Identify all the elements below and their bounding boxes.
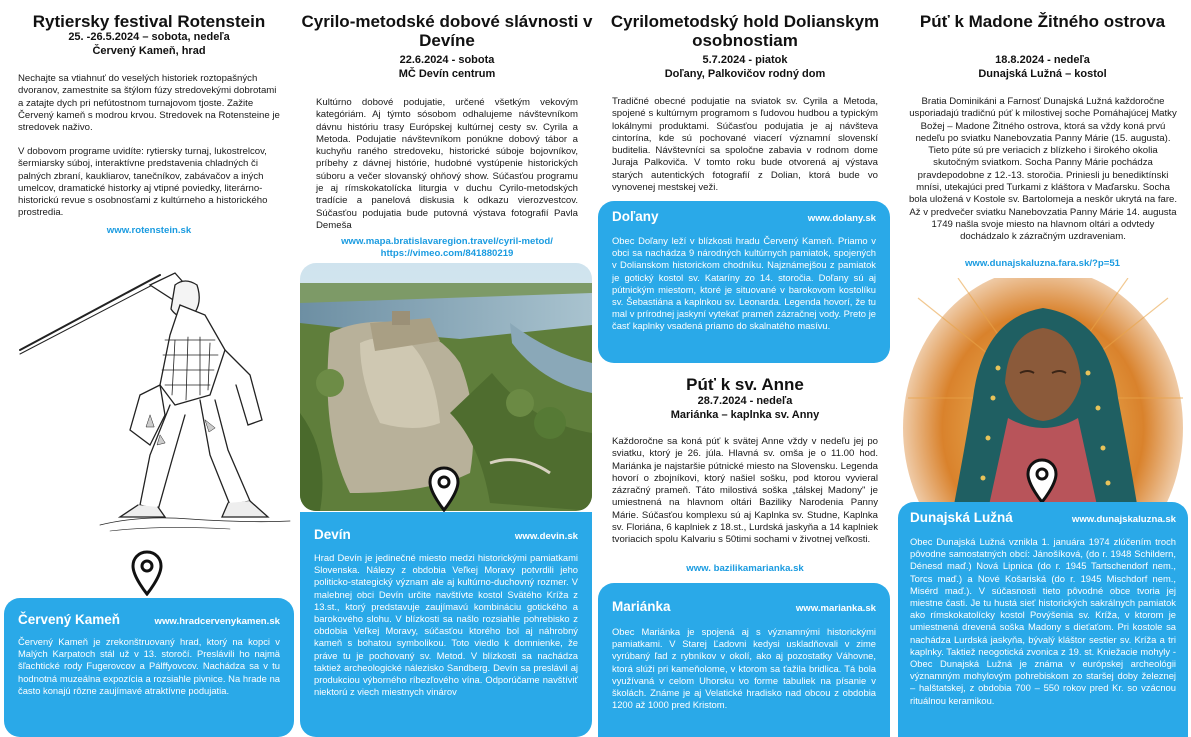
event-date: 5.7.2024 - piatok	[702, 54, 788, 66]
location-pin-icon	[1026, 458, 1058, 504]
knight-illustration	[0, 255, 298, 545]
event-description: Kultúrno dobové podujatie, určené všetkým vekovým kategóriám. Aj týmto sósobom odhalujeme návštevníkom dávnu históriu trasy Európskej kultúrnej cesty sv. Cyrila a Metoda. Podujatie návštevníkom ponúkne dobový tábor a kuchyňu raného stredoveku, historické súboje bojovníkov, príbehy z dávnej histórie, hudobné vystúpenie historických súboru a večer slovanský ohňový show. Súčasťou programu je aj rímskokatolícka liturgia v duchu Cyrilo-metodských tradície a panelová diskusia k odkazu vierozvestcov. Súčasťou podujatia bude putovná výstava fotografií Pavla Demeša	[316, 97, 578, 231]
info-box-devin	[300, 512, 592, 737]
event-description: Nechajte sa vtiahnuť do veselých historiek roztopašných dvoranov, zamestnite sa štýlom fúzy stredovekými dobrotami a zatajte dych pri nefútostnom turnajovom tjoste. Zažite Červený kameň s modrou krvou. Stredovek na Rotensteine je stredovek naživo.	[18, 73, 280, 134]
column-dolany-marianka	[596, 0, 894, 737]
event-description: Bratia Dominikáni a Farnosť Dunajská Lužná každoročne usporiadajú tradičnú púť k milostivej soche Pomáhajúcej Matky Božej – Madone Žitného ostrova, ktorá sa vždy koná prvú nedeľu po sviatku Nanebovzatia Panny Márie (15. augusta). Tieto púte sú pre veriacich z blízkeho i širokého okolia skutočným sviatkom. Socha Panny Márie pochádza pravdepodobne z 12.-13. storočia. Priniesli ju benediktínski mnísi, utekajúci pred Turkami z kláštora v Maďarsku. Socha bola uložená v Kostole sv. Bartolomeja a neskôr ukrytá na fare. Až v predvečer sviatku Nanebovzatia Panny Márie 14. augusta 1749 našla svoje miesto na hlavnom oltári a odvtedy dochádzalo k zázračným uzdraveniam.	[908, 96, 1178, 243]
event-title: Cyrilo-metodské dobové slávnosti v Devíne	[301, 12, 593, 50]
box-url[interactable]: www.dunajskaluzna.sk	[1071, 514, 1176, 525]
box-place-name: Dunajská Lužná	[910, 510, 1013, 525]
event-link-vimeo[interactable]: https://vimeo.com/841880219	[380, 248, 514, 259]
box-place-name: Doľany	[612, 209, 659, 224]
event-place: MČ Devín centrum	[398, 68, 496, 80]
info-box-marianka	[598, 583, 890, 737]
event-link[interactable]: www.dunajskaluzna.fara.sk/?p=51	[964, 258, 1121, 269]
column-dunajska-luzna	[894, 0, 1191, 737]
column-rotenstein	[0, 0, 298, 737]
box-text: Obec Dunajská Lužná vznikla 1. januára 1974 zlúčením troch pôvodne samostatných obcí: Jánošíková, (do r. 1948 Schildern, Dénesd maď.) Nová Lipnica (do r. 1945 Tartschendorf nem., Torcs maď.) a Nové Košariská (do r. 1945 Mischdorf nem., Misérd maď.). V súčasnosti tieto pôvodné obce tvoria jej miestne časti. Je tu hustá sieť historických sakrálnych pamiatok ako rímskokatolícky kostol Povýšenia sv. Kríža, v ktorom je umiestnená drevená soška Madony s dieťaťom. Pri kostole sa nachádza Lurdská jaskyňa, bývalý kláštor sestier sv. Kríža a tri kaplnky. Taktiež neogotická zvonica z 19. st. Kniežacie mohyly - Obec Dunajská Lužná je známa v európskej archeológii významným mohylovým pohrebiskom zo staršej doby železnej – halštatskej, z obdobia 700 – 550 rokov pred Kr. so vzácnou rituálnou keramikou.	[910, 536, 1176, 706]
column-devin	[298, 0, 596, 737]
box-place-name: Červený Kameň	[18, 612, 121, 627]
info-box-dunajska-luzna	[898, 502, 1188, 737]
event-description-2: Každoročne sa koná púť k svätej Anne vždy v nedeľu jej po sviatku, ktorý je 26. júla. Hlavná sv. omša je o 11.00 hod. Mariánka je najstaršie pútnické miesto na Slovensku. Legenda hovorí o zbojníkovi, ktorý našiel sošku, pod ktorou vyvieral zázračný prameň. Táto milostivá soška „tálskej Madony" je umiestnená na hlavnom oltári Baziliky Narodenia Panny Márie. Súčasťou komplexu sú aj Kaplnka sv. Studne, Kaplnka sv. Floriána, 6 kaplniek z 18.st., Lurdská jaskyňa a 14 kaplniek tvoriacich spolu Kalvariu s 50timi sochami v životnej veľkosti.	[612, 436, 878, 546]
box-text: Obec Doľany leží v blízkosti hradu Červený Kameň. Priamo v obci sa nachádza 9 národných kultúrnych pamiatok, spojených v Dolianskom historickom chodníku. Najznámejšou z pamiatok je gotický kostol sv. Kataríny zo 14. storočia. Doľany sú aj pútnickým miestom, ktoré je situované v barokovom kostolíku sv. Šebastiána a kaplnkou sv. Leonarda. Legenda hovorí, že tu mal v prírodnej jaskyní vytekať prameň zázračnej vody. Preto je časť kaplnky vsadená priamo do skalnatého masívu.	[612, 235, 876, 332]
event-description: Tradičné obecné podujatie na sviatok sv. Cyrila a Metoda, spojené s kultúrnym programom s ľudovou hudbou a typickým lokálnymi produktami. Súčasťou podujatia je aj návšteva cintorína, kde sú pochované viacerí významní slovenskí buditelia. Návštevníci sa spoločne zabavia v rodnom dome Juraja Palkoviča. V tomto roku bude otvorená aj výstava starých autentických fotografií z Dolian, ktorá bude vo vynovenej mestskej veži.	[612, 96, 878, 194]
event-place-2: Mariánka – kaplnka sv. Anny	[670, 409, 820, 421]
event-link-2[interactable]: www. bazilikamarianka.sk	[686, 563, 804, 574]
box-url[interactable]: www.devin.sk	[514, 531, 578, 542]
box-text: Hrad Devín je jedinečné miesto medzi historickými pamiatkami Slovenska. Nálezy z obdobia Veľkej Moravy potvrdili jeho politicko-stategický význam ale aj kultúrno-duchovný rozmer. V malebnej obci Devín určite navštívte kostol Svätého Kríža z 13.st., ktorý predstavuje zaujímavú kombináciu gotického a barokového slohu. V blízkosti sa našlo rozsiahle pohrebisko z obdobia Veľkej Moravy, súčasťou ktorého bol aj náhrobný kameň s bohatou symbolikou. Toto viedlo k domnienke, že práve tu je pochovaný sv. Metod. V blízkosti sa nachádza taktiež archeologické nálezisko Sandberg. Devín sa preslávil aj produkciou výborného ríbezľového vína. Odporúčame navštíviť niektorú z viech miestnych vinárov	[314, 552, 578, 698]
location-pin-icon	[428, 466, 460, 512]
event-place: Červený Kameň, hrad	[92, 45, 206, 57]
event-link[interactable]: www.rotenstein.sk	[106, 225, 192, 236]
event-place: Doľany, Palkovičov rodný dom	[664, 68, 826, 80]
event-title: Púť k Madone Žitného ostrova	[919, 12, 1166, 31]
box-url[interactable]: www.hradcervenykamen.sk	[154, 616, 280, 627]
event-link-map[interactable]: www.mapa.bratislavaregion.travel/cyril-metod/	[341, 236, 553, 247]
location-pin-icon	[131, 550, 163, 596]
box-place-name: Devín	[314, 527, 351, 542]
box-url[interactable]: www.dolany.sk	[807, 213, 876, 224]
info-box-cerveny-kamen	[4, 598, 294, 737]
event-program: V dobovom programe uvidíte: rytiersky turnaj, lukostrelcov, šermiarsky súboj, interaktívne predstavenia chladných či palných zbraní, kaukliarov, tanečníkov, zabávačov a iných umelcov, dramatické historky aj vtipné poviedky, literárno-historickú revue s osobnosťami z kultúrneho a historického prostredia.	[18, 146, 268, 219]
event-date: 25. -26.5.2024 – sobota, nedeľa	[68, 31, 230, 43]
box-url[interactable]: www.marianka.sk	[795, 603, 876, 614]
event-title: Cyrilometodský hold Dolianskym osobnostiam	[610, 12, 880, 50]
box-place-name: Mariánka	[612, 599, 671, 614]
event-date: 18.8.2024 - nedeľa	[995, 54, 1090, 66]
event-place: Dunajská Lužná – kostol	[978, 68, 1107, 80]
box-text: Červený Kameň je zrekonštruovaný hrad, ktorý na kopci v Malých Karpatoch stál už v 13. storočí. Preslávili ho najmä šľachtické rody Fugerovcov a Pálffyovcov. Nachádza sa v tu hodnotná muzeálna expozícia a rozsiahle pivnice. Na hrade na často konajú rôzne zaujímavé atraktívne podujatia.	[18, 636, 280, 696]
event-date: 22.6.2024 - sobota	[399, 54, 495, 66]
event-date-2: 28.7.2024 - nedeľa	[697, 395, 793, 407]
event-title-2: Púť k sv. Anne	[686, 375, 804, 394]
box-text: Obec Mariánka je spojená aj s významnými historickými pamiatkami. V Starej Ľadovni kedysi uskladňovali v zime vyrúbaný ľad z rybníkov v okolí, ako aj pozostatky Váhovne, ktorá slúži pri kameňolome, v ktorom sa ťažila bridlica. Tá bola využívaná v celom Uhorsku vo forme tabuliek na písanie v školách. Známe je aj Velatické hradisko nad obcou z obdobia 1200 až 1000 pred Kristom.	[612, 626, 876, 711]
event-title: Rytiersky festival Rotenstein	[32, 12, 266, 31]
info-box-dolany	[598, 201, 890, 363]
